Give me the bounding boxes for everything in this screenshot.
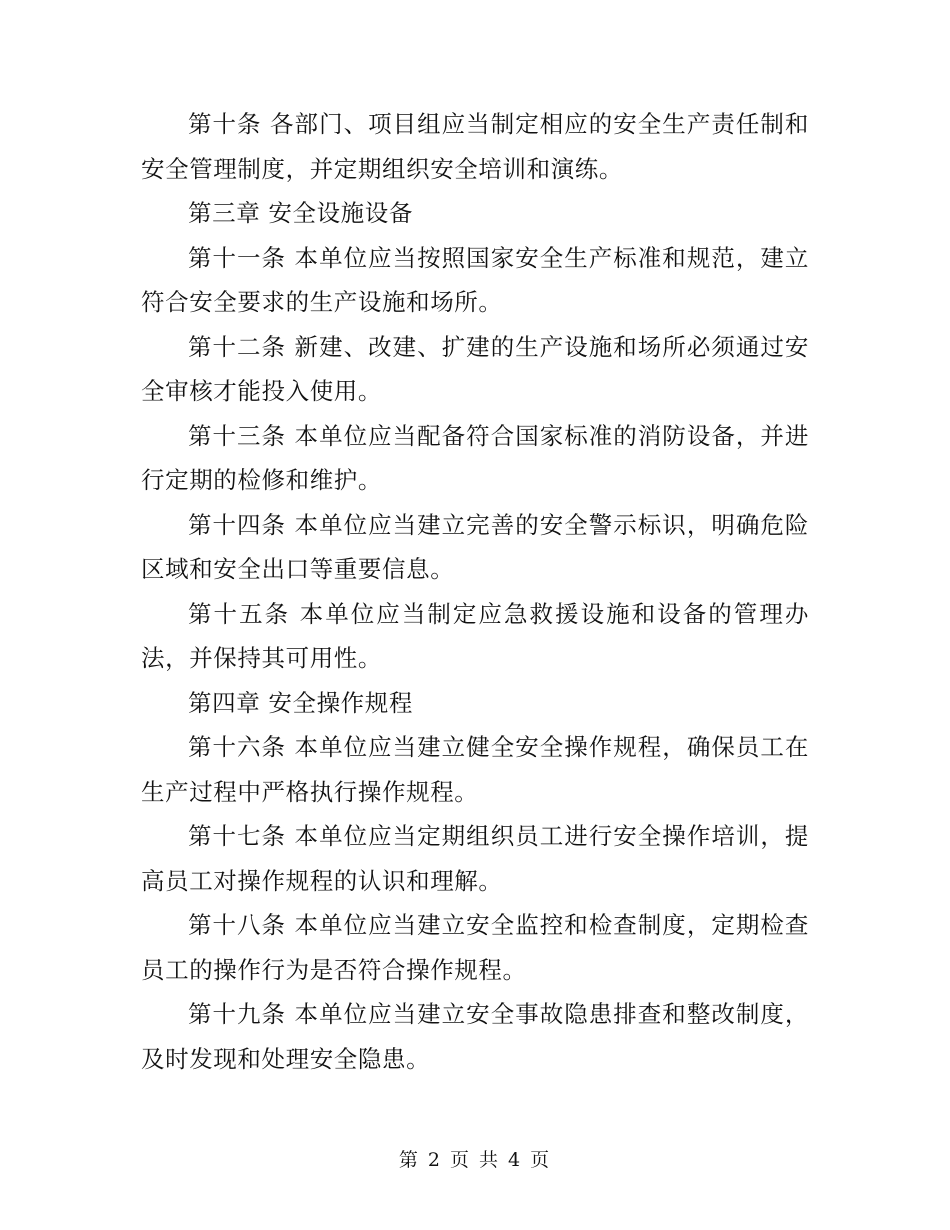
article-18: 第十八条 本单位应当建立安全监控和检查制度，定期检查员工的操作行为是否符合操作规程。	[141, 911, 809, 984]
article-11: 第十一条 本单位应当按照国家安全生产标准和规范，建立符合安全要求的生产设施和场所。	[141, 243, 809, 316]
article-13: 第十三条 本单位应当配备符合国家标准的消防设备，并进行定期的检修和维护。	[141, 421, 809, 494]
article-12: 第十二条 新建、改建、扩建的生产设施和场所必须通过安全审核才能投入使用。	[141, 332, 809, 405]
article-10: 第十条 各部门、项目组应当制定相应的安全生产责任制和安全管理制度，并定期组织安全培训和演练。	[141, 110, 809, 183]
article-14: 第十四条 本单位应当建立完善的安全警示标识，明确危险区域和安全出口等重要信息。	[141, 510, 809, 583]
article-16: 第十六条 本单位应当建立健全安全操作规程，确保员工在生产过程中严格执行操作规程。	[141, 733, 809, 806]
document-body	[141, 102, 809, 1081]
article-15: 第十五条 本单位应当制定应急救援设施和设备的管理办法，并保持其可用性。	[141, 599, 809, 672]
page-number-footer: 第 2 页 共 4 页	[398, 1149, 552, 1171]
chapter-3-heading: 第三章 安全设施设备	[188, 199, 413, 227]
article-17: 第十七条 本单位应当定期组织员工进行安全操作培训，提高员工对操作规程的认识和理解。	[141, 822, 809, 895]
chapter-4-heading: 第四章 安全操作规程	[188, 688, 413, 717]
article-19: 第十九条 本单位应当建立安全事故隐患排查和整改制度，及时发现和处理安全隐患。	[141, 1000, 809, 1073]
